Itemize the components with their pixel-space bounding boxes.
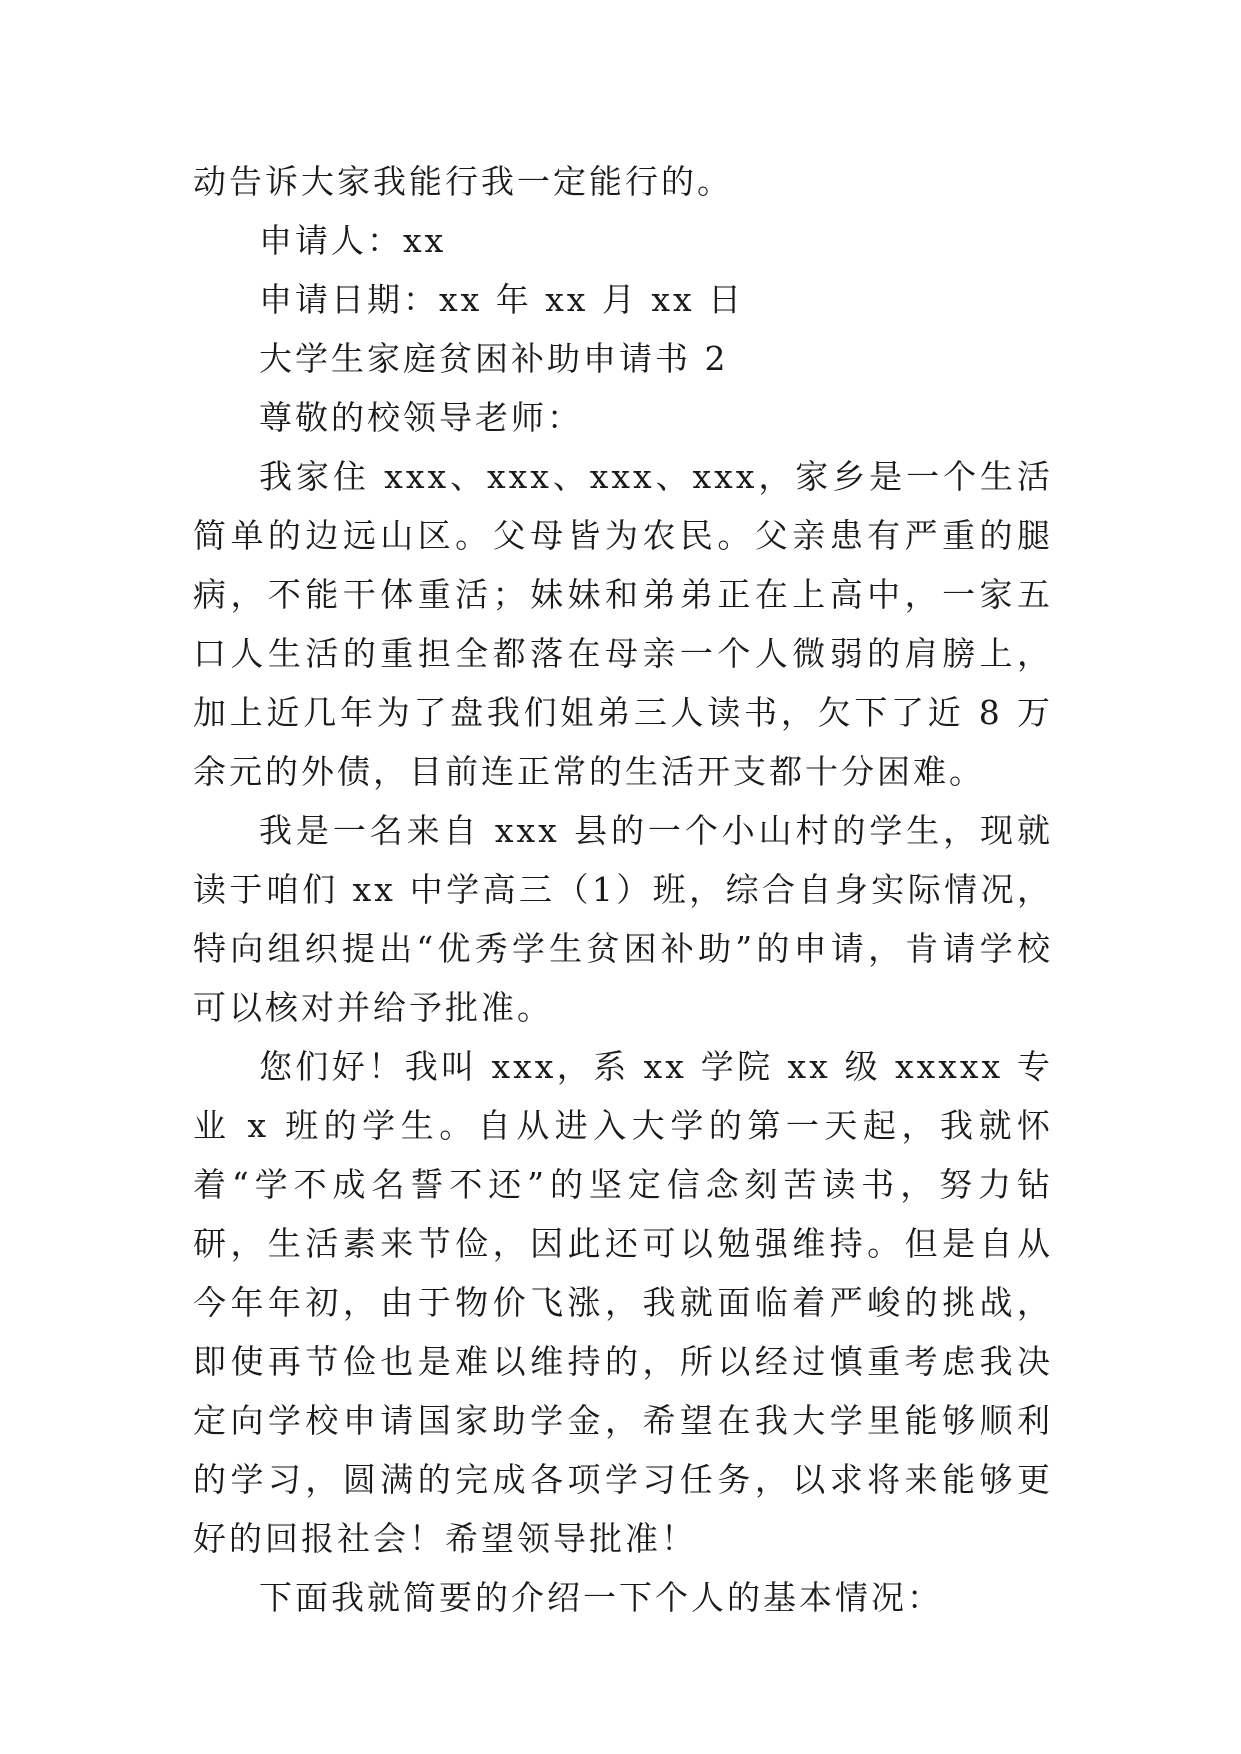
paragraph-closing-line: 动告诉大家我能行我一定能行的。 — [193, 162, 733, 201]
paragraph-application-reason: 您们好！我叫 xxx，系 xx 学院 xx 级 xxxxx 专业 x 班的学生。自从进入大学的第一天起，我就怀着“学不成名誓不还”的坚定信念刻苦读书，努力钻研，生活素来节俭，因此还可以勉强维持。但是自从今年年初，由于物价飞涨，我就面临着严峻的挑战，即使再节俭也是难以维持的，所以经过慎重考虑我决定向学校申请国家助学金，希望在我大学里能够顺利的学习，圆满的完成各项学习任务，以求将来能够更好的回报社会！希望领导批准！ — [193, 1047, 1053, 1558]
paragraph-family-situation: 我家住 xxx、xxx、xxx、xxx，家乡是一个生活简单的边远山区。父母皆为农民。父亲患有严重的腿病，不能干体重活；妹妹和弟弟正在上高中，一家五口人生活的重担全都落在母亲一个人微弱的肩膀上，加上近几年为了盘我们姐弟三人读书，欠下了近 8 万余元的外债，目前连正常的生活开支都十分困难。 — [193, 457, 1053, 791]
salutation: 尊敬的校领导老师： — [259, 398, 583, 437]
section-title: 大学生家庭贫困补助申请书 2 — [259, 339, 729, 378]
application-date-line: 申请日期：xx 年 xx 月 xx 日 — [259, 280, 745, 319]
applicant-line: 申请人：xx — [259, 221, 447, 260]
paragraph-basic-info-intro: 下面我就简要的介绍一下个人的基本情况： — [259, 1578, 943, 1617]
paragraph-student-intro: 我是一名来自 xxx 县的一个小山村的学生，现就读于咱们 xx 中学高三（1）班，综合自身实际情况，特向组织提出“优秀学生贫困补助”的申请，肯请学校可以核对并给予批准。 — [193, 811, 1053, 1027]
document-body — [193, 152, 1053, 1627]
